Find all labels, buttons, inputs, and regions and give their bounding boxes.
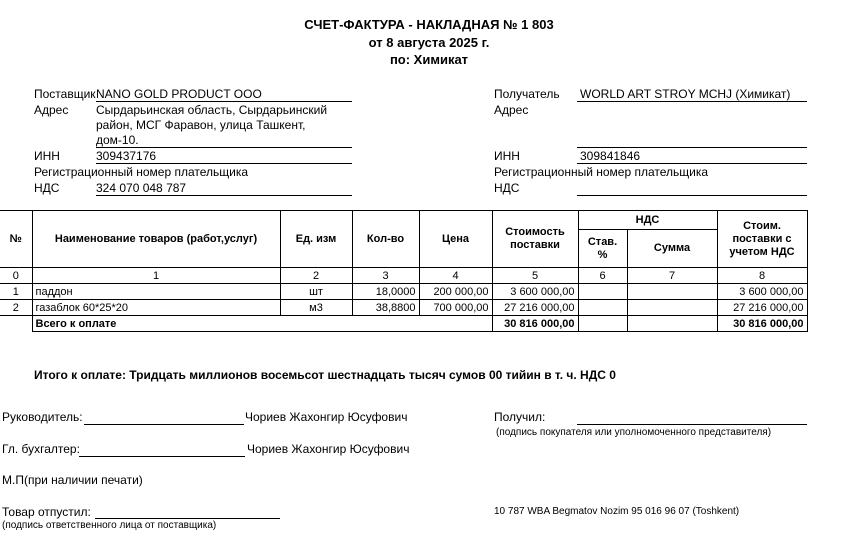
total-row xyxy=(0,316,807,332)
buyer-name-line xyxy=(577,101,807,102)
total-vat-sum xyxy=(627,316,717,332)
header-unit: Ед. изм xyxy=(280,211,352,268)
stamp-label: М.П(при наличии печати) xyxy=(2,473,143,487)
header-vat-rate: Став. % xyxy=(578,230,627,268)
accountant-signature-line xyxy=(79,456,245,457)
row-cost: 27 216 000,00 xyxy=(492,300,578,316)
items-table xyxy=(0,210,808,332)
buyer-label: Получатель xyxy=(494,87,560,101)
row-total: 3 600 000,00 xyxy=(717,284,807,300)
col-number: 6 xyxy=(578,268,627,284)
supplier-address-line3: дом-10. xyxy=(96,133,139,147)
total-sum: 30 816 000,00 xyxy=(717,316,807,332)
supplier-inn-label: ИНН xyxy=(34,149,60,163)
row-vat-rate xyxy=(578,300,627,316)
director-name: Чориев Жахонгир Юсуфович xyxy=(245,410,408,424)
row-cost: 3 600 000,00 xyxy=(492,284,578,300)
col-number: 7 xyxy=(627,268,717,284)
total-label: Всего к оплате xyxy=(32,316,492,332)
header-qty: Кол-во xyxy=(352,211,419,268)
row-num: 1 xyxy=(0,284,32,300)
accountant-name: Чориев Жахонгир Юсуфович xyxy=(247,442,410,456)
released-note: (подпись ответственного лица от поставщика) xyxy=(2,520,217,531)
supplier-inn-line xyxy=(96,163,352,164)
row-name: паддон xyxy=(32,284,280,300)
received-note: (подпись покупателя или уполномоченного представителя) xyxy=(496,427,772,438)
header-vat-sum: Сумма xyxy=(627,230,717,268)
received-signature-line xyxy=(577,424,807,425)
supplier-nds-label: НДС xyxy=(34,181,60,195)
table-row xyxy=(0,284,807,300)
supplier-address-line1: Сырдарьинская область, Сырдарьинский xyxy=(96,103,328,117)
released-signature-line xyxy=(95,518,280,519)
row-name: газаблок 60*25*20 xyxy=(32,300,280,316)
col-number: 2 xyxy=(280,268,352,284)
header-vat: НДС xyxy=(578,211,717,230)
footer-note: 10 787 WBA Begmatov Nozim 95 016 96 07 (Toshkent) xyxy=(494,506,740,517)
col-number: 0 xyxy=(0,268,32,284)
summary-text: Итого к оплате: Тридцать миллионов восемьсот шестнадцать тысяч сумов 00 тийин в т. ч. НДС 0 xyxy=(34,368,616,382)
supplier-name: NANO GOLD PRODUCT OOO xyxy=(96,87,262,101)
supplier-label: Поставщик xyxy=(34,87,96,101)
supplier-inn: 309437176 xyxy=(96,149,157,163)
buyer-inn: 309841846 xyxy=(580,149,641,163)
supplier-name-line xyxy=(96,101,352,102)
supplier-address-line xyxy=(96,147,352,148)
released-label: Товар отпустил: xyxy=(2,505,91,519)
supplier-address-line2: район, МСГ Фаравон, улица Ташкент, xyxy=(96,118,306,132)
document-date: от 8 августа 2025 г. xyxy=(368,35,490,50)
row-price: 200 000,00 xyxy=(419,284,492,300)
header-name: Наименование товаров (работ,услуг) xyxy=(32,211,280,268)
buyer-inn-line xyxy=(577,163,807,164)
header-cost: Стоимость поставки xyxy=(492,211,578,268)
supplier-reg-label: Регистрационный номер плательщика xyxy=(34,165,249,179)
total-vat-rate xyxy=(578,316,627,332)
row-total: 27 216 000,00 xyxy=(717,300,807,316)
col-number: 8 xyxy=(717,268,807,284)
header-price: Цена xyxy=(419,211,492,268)
buyer-address-line xyxy=(577,147,807,148)
received-label: Получил: xyxy=(494,410,546,424)
buyer-nds-label: НДС xyxy=(494,181,520,195)
col-number: 1 xyxy=(32,268,280,284)
row-qty: 38,8800 xyxy=(352,300,419,316)
supplier-nds: 324 070 048 787 xyxy=(96,181,187,195)
total-empty xyxy=(0,316,32,332)
accountant-label: Гл. бухгалтер: xyxy=(2,442,80,456)
supplier-address-label: Адрес xyxy=(34,103,69,117)
row-unit: шт xyxy=(280,284,352,300)
row-vat-sum xyxy=(627,284,717,300)
row-price: 700 000,00 xyxy=(419,300,492,316)
header-num: № xyxy=(0,211,32,268)
header-total: Стоим. поставки с учетом НДС xyxy=(717,211,807,268)
total-cost: 30 816 000,00 xyxy=(492,316,578,332)
table-row xyxy=(0,300,807,316)
col-number: 4 xyxy=(419,268,492,284)
col-number: 5 xyxy=(492,268,578,284)
row-vat-rate xyxy=(578,284,627,300)
director-label: Руководитель: xyxy=(2,410,83,424)
document-basis: по: Химикат xyxy=(389,52,469,67)
row-qty: 18,0000 xyxy=(352,284,419,300)
buyer-reg-label: Регистрационный номер плательщика xyxy=(494,165,709,179)
row-unit: м3 xyxy=(280,300,352,316)
buyer-nds-line xyxy=(577,195,807,196)
row-num: 2 xyxy=(0,300,32,316)
supplier-nds-line xyxy=(96,195,352,196)
col-number: 3 xyxy=(352,268,419,284)
buyer-inn-label: ИНН xyxy=(494,149,520,163)
document-title: СЧЕТ-ФАКТУРА - НАКЛАДНАЯ № 1 803 xyxy=(304,17,554,32)
director-signature-line xyxy=(84,424,244,425)
buyer-address-label: Адрес xyxy=(494,103,529,117)
row-vat-sum xyxy=(627,300,717,316)
buyer-name: WORLD ART STROY MCHJ (Химикат) xyxy=(580,87,791,101)
